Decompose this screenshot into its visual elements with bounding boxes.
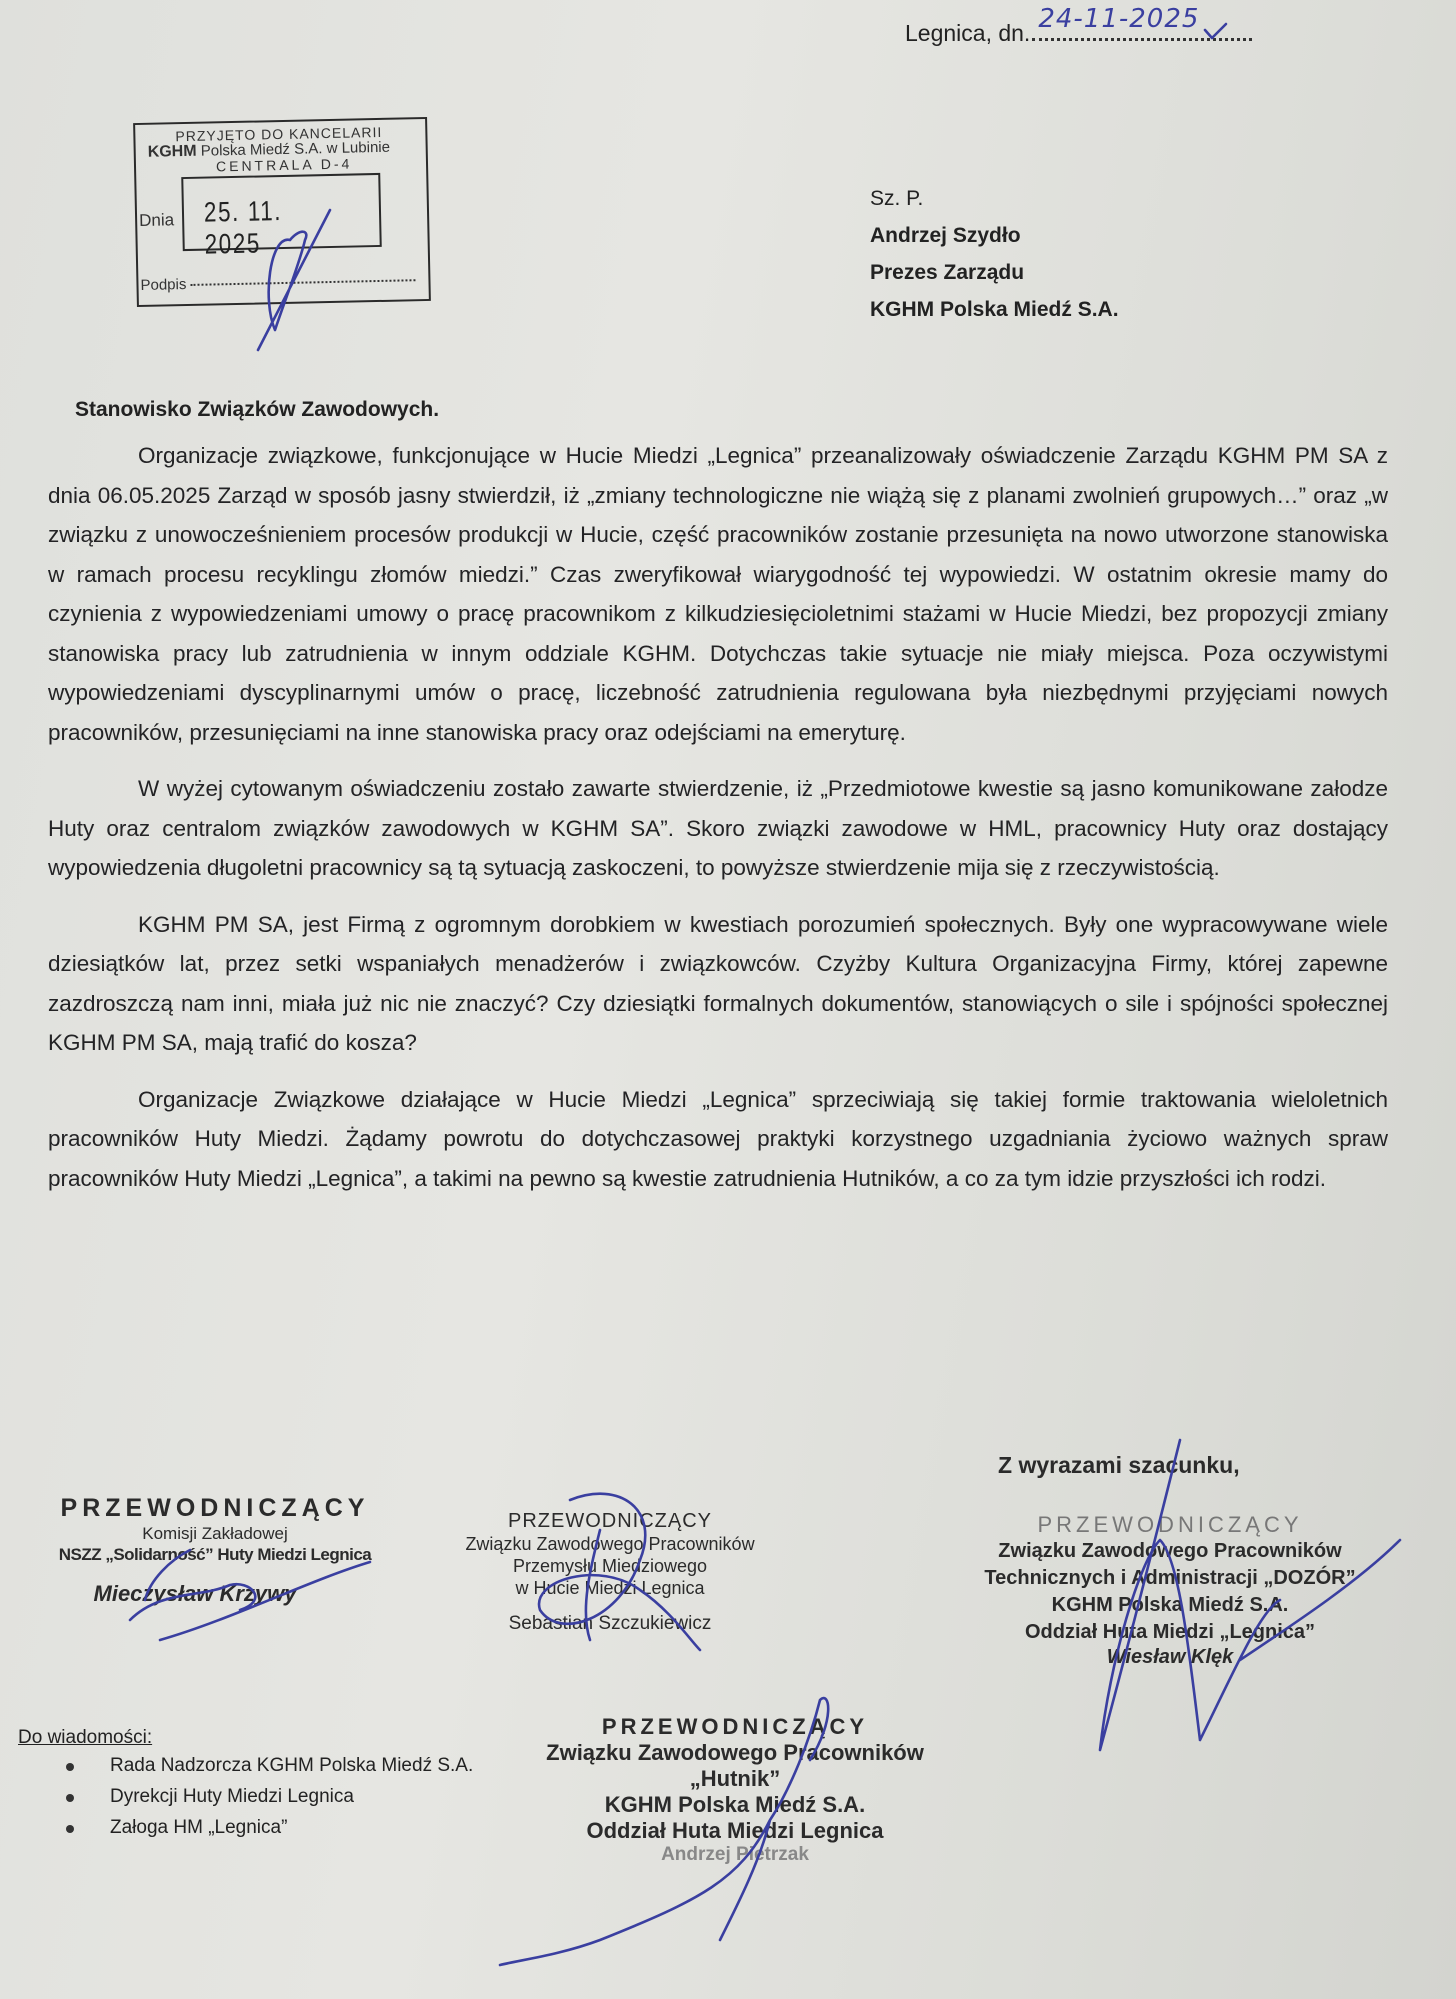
cc-list — [18, 1727, 473, 1848]
signatory-line: NSZZ „Solidarność” Huty Miedzi Legnica — [58, 1545, 372, 1564]
signatory-name: Andrzej Pietrzak — [661, 1844, 809, 1865]
signatory-line: KGHM Polska Miedź S.A. — [1051, 1594, 1289, 1616]
signatory-name: Mieczysław Krzywy — [93, 1581, 297, 1606]
signatory-name: Wiesław Klęk — [1106, 1646, 1234, 1668]
paragraph: Organizacje związkowe, funkcjonujące w Hucie Miedzi „Legnica” przeanalizowały oświadczenie Zarządu KGHM PM SA z dnia 06.05.2025 Zarząd w sposób jasny stwierdził, iż „zmiany technologiczne nie wiążą się z planami zwolnień grupowych…” oraz „w związku z unowocześnieniem procesów produkcji w Hucie, część pracowników zostanie przesunięta na nowo utworzone stanowiska w ramach procesu recyklingu złomów miedzi.” Czas zweryfikował wiarygodność tej wypowiedzi. W ostatnim okresie mamy do czynienia z wypowiedzeniami umowy o pracę pracownikom z kilkudziesięcioletnimi stażami w Hucie Miedzi, bez propozycji zmiany stanowiska pracy lub zatrudnienia w innym oddziale KGHM. Dotychczas takie sytuacje nie miały miejsca. Poza oczywistymi wypowiedzeniami dyscyplinarnymi umów o pracę, liczebność zatrudnienia regulowana była niezbędnymi przyjęciami nowych pracowników, przesunięciami na inne stanowiska pracy oraz odejściami na emeryturę. — [48, 443, 1388, 745]
cc-items — [18, 1755, 473, 1839]
stamp-date-label: Dnia — [138, 210, 175, 230]
signatory-line: w Hucie Miedzi Legnica — [515, 1578, 705, 1598]
stamp-signature-line — [190, 279, 415, 286]
signatory-line: Technicznych i Administracji „DOZÓR” — [984, 1567, 1356, 1589]
signatory-zzppm — [445, 1510, 775, 1635]
cc-item: Rada Nadzorcza KGHM Polska Miedź S.A. — [66, 1755, 473, 1777]
signatory-line: Oddział Huta Miedzi „Legnica” — [1024, 1621, 1316, 1643]
closing-phrase: Z wyrazami szacunku, — [998, 1452, 1240, 1478]
signatory-line: Oddział Huta Miedzi Legnica — [586, 1818, 884, 1843]
stamp-date: 25. 11. 2025 — [203, 195, 283, 260]
signatory-line: KGHM Polska Miedź S.A. — [604, 1792, 866, 1817]
signatory-heading: PRZEWODNICZĄCY — [60, 1494, 370, 1522]
cc-item: Dyrekcji Huty Miedzi Legnica — [66, 1786, 473, 1808]
document-title: Stanowisko Związków Zawodowych. — [75, 398, 440, 421]
cc-item: Załoga HM „Legnica” — [66, 1817, 473, 1839]
paragraph: KGHM PM SA, jest Firmą z ogromnym dorobkiem w kwestiach porozumień społecznych. Były one wypracowywane wiele dziesiątków lat, przez setki wspaniałych menadżerów i związkowców. Czyżby Kultura Organizacyjna Firmy, której zapewne zazdroszczą nam inni, miała już nic nie znaczyć? Czy dziesiątki formalnych dokumentów, stanowiących o sile i spójności społecznej KGHM PM SA, mają trafić do kosza? — [48, 911, 1388, 1055]
signatory-hutnik — [510, 1714, 960, 1866]
recipient-name: Andrzej Szydło — [870, 224, 1021, 247]
signatory-line: Komisji Zakładowej — [142, 1524, 288, 1543]
signatory-solidarnosc — [40, 1494, 390, 1607]
signatory-line: „Hutnik” — [689, 1766, 781, 1791]
place-date-label: Legnica, dn. — [905, 20, 1031, 46]
signatory-heading: PRZEWODNICZĄCY — [601, 1714, 869, 1739]
signatory-line: Związku Zawodowego Pracowników — [998, 1540, 1342, 1562]
stamp-signature-label: Podpis — [140, 276, 187, 294]
document-body — [48, 436, 1388, 1215]
stamp-line1: PRZYJĘTO DO KANCELARII — [175, 123, 383, 145]
signatory-line: Przemysłu Miedziowego — [512, 1556, 708, 1576]
stamp-date-box — [181, 173, 382, 260]
signatory-heading: PRZEWODNICZĄCY — [1037, 1512, 1303, 1537]
handwritten-date: 24-11-2025 — [1038, 4, 1200, 34]
paragraph: Organizacje Związkowe działające w Hucie Miedzi „Legnica” sprzeciwiają się takiej formie traktowania wieloletnich pracowników Huty Miedzi. Żądamy powrotu do dotychczasowej praktyki korzystnego uzgadniania życiowo ważnych spraw pracowników Huty Miedzi „Legnica”, a takimi na pewno są kwestie zatrudnienia Hutników, a co za tym idzie przyszłości ich rodzi. — [48, 1086, 1388, 1191]
signatory-dozor — [925, 1512, 1415, 1669]
paragraph: W wyżej cytowanym oświadczeniu zostało zawarte stwierdzenie, iż „Przedmiotowe kwestie są jasno komunikowane załodze Huty oraz centralom związków zawodowych w KGHM SA”. Skoro związki zawodowe w HML, pracownicy Huty oraz dostający wypowiedzenia długoletni pracownicy są tą sytuacją zaskoczeni, to powyższe stwierdzenie mija się z rzeczywistością. — [48, 776, 1388, 880]
recipient-salutation: Sz. P. — [870, 187, 924, 210]
signatory-heading: PRZEWODNICZĄCY — [508, 1510, 712, 1532]
date-dotted-line — [1032, 4, 1252, 41]
signatory-line: Związku Zawodowego Pracowników — [465, 1534, 755, 1554]
stamp-kghm: KGHM — [147, 142, 197, 161]
place-date — [905, 4, 1252, 47]
recipient-block — [870, 180, 1119, 328]
recipient-company: KGHM Polska Miedź S.A. — [870, 298, 1119, 321]
cc-heading: Do wiadomości: — [18, 1727, 153, 1748]
stamp-line3: CENTRALA D-4 — [215, 155, 353, 175]
stamp-line2-rest: Polska Miedź S.A. w Lubinie — [200, 138, 391, 160]
recipient-position: Prezes Zarządu — [870, 261, 1025, 284]
received-stamp — [133, 117, 431, 307]
signatory-name: Sebastian Szczukiewicz — [508, 1613, 712, 1634]
signatory-line: Związku Zawodowego Pracowników — [546, 1740, 924, 1765]
